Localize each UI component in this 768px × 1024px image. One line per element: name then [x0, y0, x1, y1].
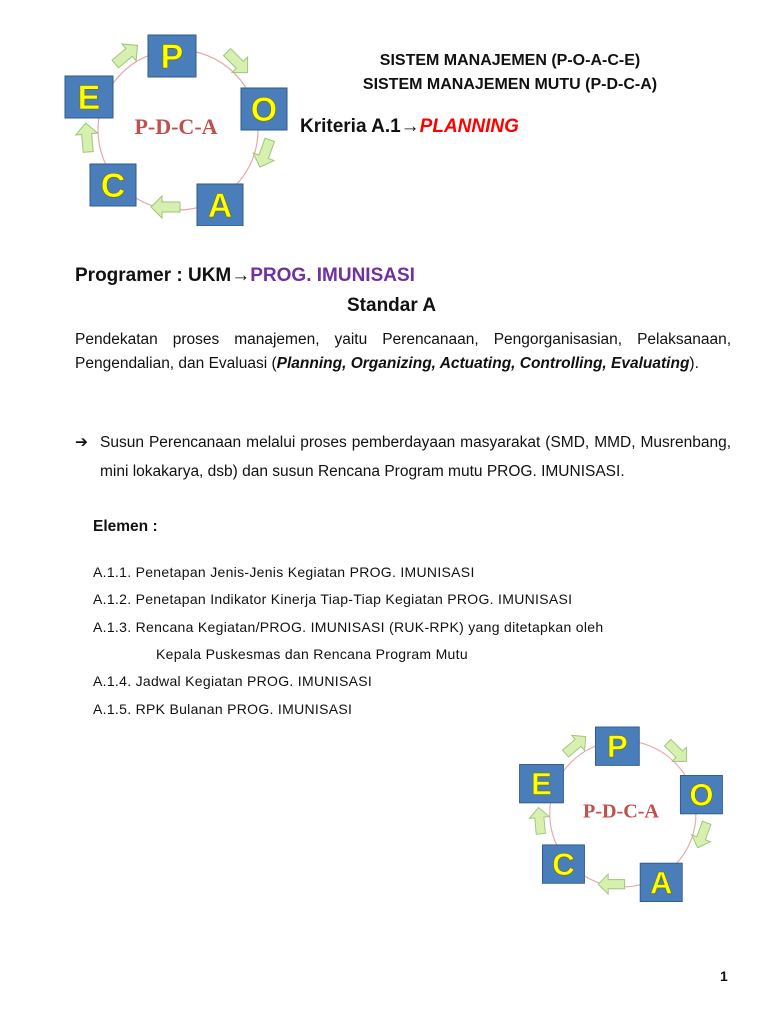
cycle-arrow-icon: [151, 196, 180, 218]
right-arrow-icon: →: [231, 265, 251, 286]
cycle-arrow-icon: [598, 874, 625, 894]
standar-heading: Standar A: [347, 295, 437, 316]
svg-text:O: O: [689, 777, 714, 813]
intro-emphasis: Planning, Organizing, Actuating, Controlling, Evaluating: [276, 355, 690, 372]
pdca-letter-box-o: [241, 88, 287, 130]
pdca-letter-box-o: [680, 775, 722, 813]
pdca-letter-box-e: [65, 76, 113, 118]
pdca-letter-box-c: [90, 164, 136, 206]
svg-text:P: P: [606, 729, 628, 765]
svg-text:P: P: [160, 38, 184, 76]
programer-prefix: Programer : UKM: [75, 265, 232, 286]
pdca-diagram-top: [60, 30, 292, 226]
cycle-arrow-icon: [688, 819, 716, 851]
cycle-arrow-icon: [75, 122, 99, 153]
pdca-center-label: P-D-C-A: [583, 800, 659, 823]
cycle-arrow-icon: [108, 37, 144, 72]
pdca-diagram-bottom: [515, 722, 727, 902]
bullet-text: Susun Perencanaan melalui proses pemberdayaan masyarakat (SMD, MMD, Musrenbang, mini lokakarya, dsb) dan susun Rencana Program mutu PROG. IMUNISASI.: [100, 434, 731, 480]
cycle-arrow-icon: [219, 44, 255, 80]
svg-text:E: E: [77, 79, 101, 117]
kriteria-heading: [300, 116, 519, 138]
elemen-item: A.1.4. Jadwal Kegiatan PROG. IMUNISASI: [93, 673, 373, 689]
programer-accent: PROG. IMUNISASI: [250, 265, 415, 286]
pdca-letter-box-p: [148, 35, 196, 77]
intro-text: Pendekatan proses manajemen, yaitu Perencanaan, Pengorganisasian, Pelaksanaan, Pengendalian, dan Evaluasi (: [75, 331, 731, 372]
pdca-letter-box-c: [542, 845, 584, 883]
page-number: 1: [720, 968, 728, 984]
title-line-1: SISTEM MANAJEMEN (P-O-A-C-E): [379, 52, 641, 69]
cycle-arrow-icon: [661, 736, 694, 769]
pdca-letter-box-e: [520, 764, 564, 802]
title-line-2: SISTEM MANAJEMEN MUTU (P-D-C-A): [362, 76, 658, 93]
svg-text:O: O: [250, 91, 278, 129]
pdca-center-label: P-D-C-A: [134, 114, 218, 139]
programer-heading: [75, 265, 415, 287]
right-arrow-icon: →: [400, 116, 420, 137]
svg-text:A: A: [649, 865, 673, 901]
pdca-letter-box-a: [640, 863, 682, 901]
svg-text:E: E: [531, 766, 552, 802]
cycle-arrow-icon: [528, 807, 550, 835]
elemen-item: A.1.1. Penetapan Jenis-Jenis Kegiatan PROG. IMUNISASI: [93, 564, 475, 580]
cycle-arrow-icon: [250, 136, 281, 171]
elemen-item: A.1.2. Penetapan Indikator Kinerja Tiap-Tiap Kegiatan PROG. IMUNISASI: [93, 591, 573, 607]
intro-suffix: ).: [689, 355, 699, 372]
pdca-letter-box-p: [595, 727, 639, 765]
kriteria-prefix: Kriteria A.1: [300, 116, 401, 137]
elemen-item: A.1.5. RPK Bulanan PROG. IMUNISASI: [93, 701, 353, 717]
cycle-arrow-icon: [559, 729, 592, 761]
intro-paragraph: [75, 328, 731, 376]
svg-text:C: C: [552, 847, 575, 883]
elemen-heading: Elemen :: [93, 518, 158, 535]
arrow-bullet-icon: ➔: [75, 434, 88, 451]
elemen-item: A.1.3. Rencana Kegiatan/PROG. IMUNISASI (RUK-RPK) yang ditetapkan oleh: [93, 619, 604, 635]
svg-text:A: A: [207, 187, 233, 225]
svg-text:C: C: [100, 167, 126, 205]
kriteria-accent: PLANNING: [419, 116, 519, 137]
elemen-item-continuation: Kepala Puskesmas dan Rencana Program Mutu: [156, 646, 468, 662]
pdca-letter-box-a: [197, 184, 243, 226]
bullet-paragraph: [75, 428, 731, 486]
